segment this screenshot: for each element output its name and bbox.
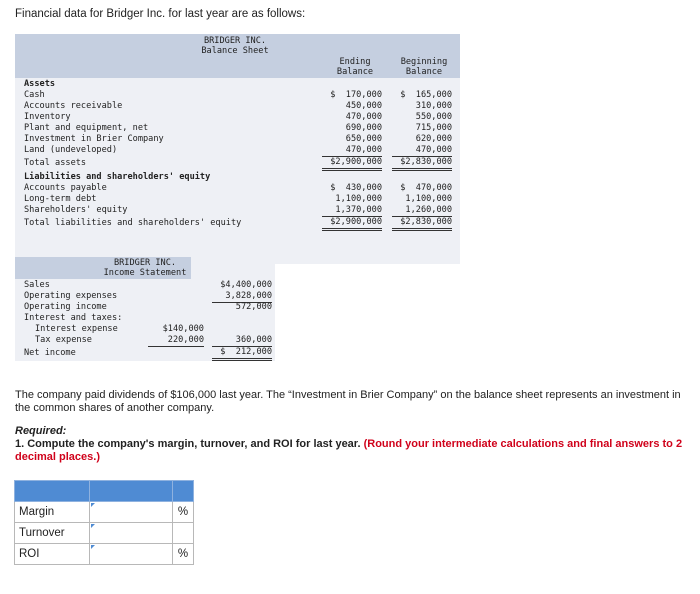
- margin-label: Margin: [15, 502, 90, 523]
- asset-beginning: $ 165,000: [400, 90, 452, 100]
- dividends-paragraph: The company paid dividends of $106,000 last year. The “Investment in Brier Company” on the balance sheet represents an investment in the common shares of another company.: [15, 389, 681, 414]
- int-tax-label: Interest and taxes:: [24, 313, 123, 323]
- required-heading: Required:: [15, 425, 67, 437]
- total-liabilities-label: Total liabilities and shareholders' equity: [24, 218, 242, 228]
- tax-value: 220,000: [148, 335, 204, 347]
- rounding-note: (Round your intermediate calculations and final answers to 2 decimal places.): [15, 438, 683, 463]
- roi-label: ROI: [15, 544, 90, 565]
- liability-label: Shareholders' equity: [24, 205, 128, 215]
- opinc-label: Operating income: [24, 302, 107, 312]
- liability-label: Accounts payable: [24, 183, 107, 193]
- total-assets-ending: $2,900,000: [322, 157, 382, 171]
- table-row: [15, 523, 194, 544]
- asset-label: Inventory: [24, 112, 71, 122]
- liability-ending: 1,370,000: [322, 205, 382, 217]
- total-assets-beginning: $2,830,000: [392, 157, 452, 171]
- col-beginning-1: Beginning: [400, 57, 448, 67]
- asset-beginning: 715,000: [415, 123, 452, 133]
- intro-text: Financial data for Bridger Inc. for last year are as follows:: [15, 8, 306, 20]
- opex-label: Operating expenses: [24, 291, 118, 301]
- asset-beginning: 310,000: [415, 101, 452, 111]
- liability-beginning: 1,100,000: [405, 194, 452, 204]
- liability-beginning: 1,260,000: [392, 205, 452, 217]
- asset-label: Investment in Brier Company: [24, 134, 164, 144]
- turnover-unit: [173, 523, 194, 544]
- int-tax-total: 360,000: [212, 335, 272, 347]
- asset-beginning: 470,000: [392, 145, 452, 157]
- turnover-label: Turnover: [15, 523, 90, 544]
- col-beginning-2: Balance: [405, 67, 443, 77]
- asset-ending: 470,000: [345, 112, 382, 122]
- bs-company: BRIDGER INC.: [203, 36, 267, 46]
- is-company: BRIDGER INC.: [113, 258, 177, 268]
- sales-label: Sales: [24, 280, 50, 290]
- required-text: 1. Compute the company's margin, turnover, and ROI for last year.: [15, 438, 361, 450]
- asset-ending: 450,000: [345, 101, 382, 111]
- table-row: [15, 502, 194, 523]
- roi-input[interactable]: [90, 544, 172, 564]
- asset-beginning: 620,000: [415, 134, 452, 144]
- table-row: [15, 544, 194, 565]
- col-ending-1: Ending: [339, 57, 371, 67]
- margin-input[interactable]: [90, 502, 172, 522]
- net-income-value: $ 212,000: [212, 347, 272, 361]
- net-income-label: Net income: [24, 348, 76, 358]
- roi-cell: [90, 544, 173, 565]
- roi-unit: %: [173, 544, 194, 565]
- turnover-input[interactable]: [90, 523, 172, 543]
- total-liabilities-ending: $2,900,000: [322, 217, 382, 231]
- asset-ending: 650,000: [345, 134, 382, 144]
- asset-label: Plant and equipment, net: [24, 123, 149, 133]
- col-ending-2: Balance: [336, 67, 374, 77]
- asset-ending: $ 170,000: [330, 90, 382, 100]
- interest-label: Interest expense: [35, 324, 118, 334]
- total-liabilities-beginning: $2,830,000: [392, 217, 452, 231]
- asset-label: Cash: [24, 90, 45, 100]
- required-question: [15, 438, 685, 464]
- turnover-cell: [90, 523, 173, 544]
- assets-heading: Assets: [24, 79, 56, 89]
- liability-label: Long-term debt: [24, 194, 97, 204]
- asset-label: Land (undeveloped): [24, 145, 118, 155]
- required-section: [15, 425, 685, 464]
- answer-table-header: [15, 481, 194, 502]
- margin-cell: [90, 502, 173, 523]
- tax-label: Tax expense: [35, 335, 92, 345]
- liability-ending: 1,100,000: [335, 194, 382, 204]
- answer-table: [14, 480, 194, 565]
- opex-value: 3,828,000: [212, 291, 272, 303]
- opinc-value: 572,000: [235, 302, 272, 312]
- asset-ending: 470,000: [322, 145, 382, 157]
- liability-ending: $ 430,000: [330, 183, 382, 193]
- sales-value: $4,400,000: [220, 280, 272, 290]
- interest-value: $140,000: [162, 324, 204, 334]
- asset-ending: 690,000: [345, 123, 382, 133]
- is-title: Income Statement: [103, 268, 187, 278]
- margin-unit: %: [173, 502, 194, 523]
- bs-title: Balance Sheet: [201, 46, 269, 56]
- asset-beginning: 550,000: [415, 112, 452, 122]
- liabilities-heading: Liabilities and shareholders' equity: [24, 172, 211, 182]
- liability-beginning: $ 470,000: [400, 183, 452, 193]
- total-assets-label: Total assets: [24, 158, 87, 168]
- asset-label: Accounts receivable: [24, 101, 123, 111]
